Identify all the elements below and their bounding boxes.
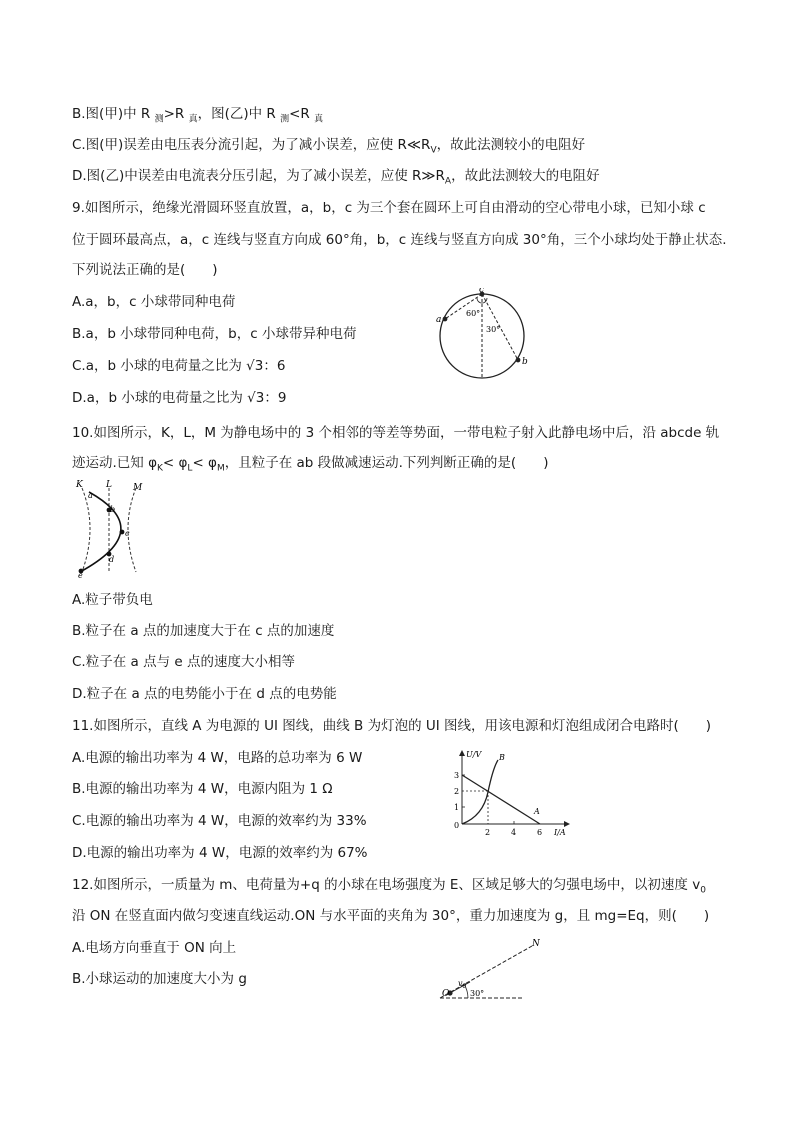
particle-trajectory: [80, 492, 121, 572]
q12-incline-figure: [430, 936, 540, 1006]
label-O: O: [442, 989, 450, 999]
q10-option-d: D.粒子在 a 点的电势能小于在 d 点的电势能: [72, 686, 337, 702]
q9-stem-line1: 9.如图所示，绝缘光滑圆环竖直放置，a，b，c 为三个套在圆环上可自由滑动的空心带电小球，已知小球 c: [72, 200, 706, 216]
label-d: d: [109, 555, 115, 564]
q8-option-c: C.图(甲)误差由电压表分流引起，为了减小误差，应使 $R≪R_V$，故此法测较小的电阻好: [72, 137, 586, 156]
label-K: K: [76, 480, 83, 490]
q11-option-a: A.电源的输出功率为 4 W，电路的总功率为 6 W: [72, 750, 363, 766]
label-c: c: [479, 288, 485, 295]
label-30: 30°: [486, 325, 501, 334]
q9-stem-line2: 位于圆环最高点，a，c 连线与竖直方向成 60°角，b，c 连线与竖直方向成 30°角，三个小球均处于静止状态.: [72, 232, 727, 248]
tick-y2: 2: [454, 787, 460, 796]
label-v0: $v_0$: [458, 979, 467, 990]
label-line-A: A: [534, 807, 540, 816]
q12-option-a: A.电场方向垂直于 ON 向上: [72, 940, 237, 956]
q10-stem-line1: 10.如图所示，K，L，M 为静电场中的 3 个相邻的等差等势面，一带电粒子射入此静电场中后，沿 abcde 轨: [72, 425, 720, 441]
q9-option-b: B.a，b 小球带同种电荷，b，c 小球带异种电荷: [72, 326, 357, 342]
point-c: [120, 530, 125, 535]
q11-ui-graph: [448, 748, 572, 840]
ball-b: [516, 358, 521, 363]
label-a: a: [88, 491, 93, 500]
q9-option-c: C.a，b 小球的电荷量之比为 √3：6: [72, 358, 286, 374]
label-30: 30°: [470, 989, 485, 998]
label-a: a: [436, 315, 442, 325]
q11-option-c: C.电源的输出功率为 4 W，电源的效率约为 33%: [72, 813, 367, 829]
tick-x2: 2: [485, 828, 491, 837]
q9-stem-line3: 下列说法正确的是( ): [72, 262, 218, 278]
y-axis-arrow: [459, 750, 465, 756]
tick-x4: 4: [511, 828, 517, 837]
q10-option-a: A.粒子带负电: [72, 592, 153, 608]
q10-stem-line2: 迹运动.已知 $\varphi_K< \varphi_L< \varphi_M$，且粒子在 ab 段做减速运动.下列判断正确的是( ): [72, 455, 549, 474]
curve-B: [462, 760, 498, 824]
label-M: M: [133, 483, 143, 493]
q10-equipotential-figure: [72, 478, 152, 578]
q8-option-b: B.图(甲)中 R $_测$>R $_真$，图(乙)中 R $_测$<R $_真$: [72, 106, 324, 125]
label-L: L: [106, 480, 112, 490]
tick-y1: 1: [454, 803, 460, 812]
label-curve-B: B: [499, 753, 505, 762]
q11-option-d: D.电源的输出功率为 4 W，电源的效率约为 67%: [72, 845, 368, 861]
label-b: b: [110, 505, 116, 514]
tick-0: 0: [454, 821, 460, 830]
label-N: N: [532, 939, 540, 949]
label-b: b: [522, 357, 528, 367]
ball-a: [443, 317, 448, 322]
q11-option-b: B.电源的输出功率为 4 W，电源内阻为 1 Ω: [72, 781, 333, 797]
q12-stem-line2: 沿 ON 在竖直面内做匀变速直线运动.ON 与水平面的夹角为 30°，重力加速度为 g，且 mg=Eq，则( ): [72, 908, 710, 924]
q10-option-b: B.粒子在 a 点的加速度大于在 c 点的加速度: [72, 623, 335, 639]
line-ON: [440, 946, 532, 998]
label-xlabel: I/A: [554, 828, 566, 837]
tick-x6: 6: [537, 828, 543, 837]
q12-option-b: B.小球运动的加速度大小为 g: [72, 971, 247, 987]
surface-K: [82, 488, 90, 572]
label-e: e: [78, 571, 83, 578]
label-ylabel: U/V: [466, 750, 482, 759]
q9-option-a: A.a，b，c 小球带同种电荷: [72, 294, 236, 310]
x-axis-arrow: [564, 821, 570, 827]
q9-option-d: D.a，b 小球的电荷量之比为 √3：9: [72, 390, 287, 406]
label-c: c: [125, 529, 130, 538]
q12-stem-line1: 12.如图所示，一质量为 m、电荷量为+q 的小球在电场强度为 E、区域足够大的匀强电场中，以初速度 $v_0$: [72, 877, 706, 896]
q11-stem: 11.如图所示，直线 A 为电源的 UI 图线，曲线 B 为灯泡的 UI 图线，用该电源和灯泡组成闭合电路时( ): [72, 718, 712, 734]
label-60: 60°: [466, 309, 481, 318]
tick-y3: 3: [454, 771, 460, 780]
q8-option-d: D.图(乙)中误差由电流表分压引起，为了减小误差，应使 $R≫R_A$，故此法测较大的电阻好: [72, 168, 600, 187]
q9-ring-figure: [430, 288, 530, 384]
q10-option-c: C.粒子在 a 点与 e 点的速度大小相等: [72, 654, 295, 670]
